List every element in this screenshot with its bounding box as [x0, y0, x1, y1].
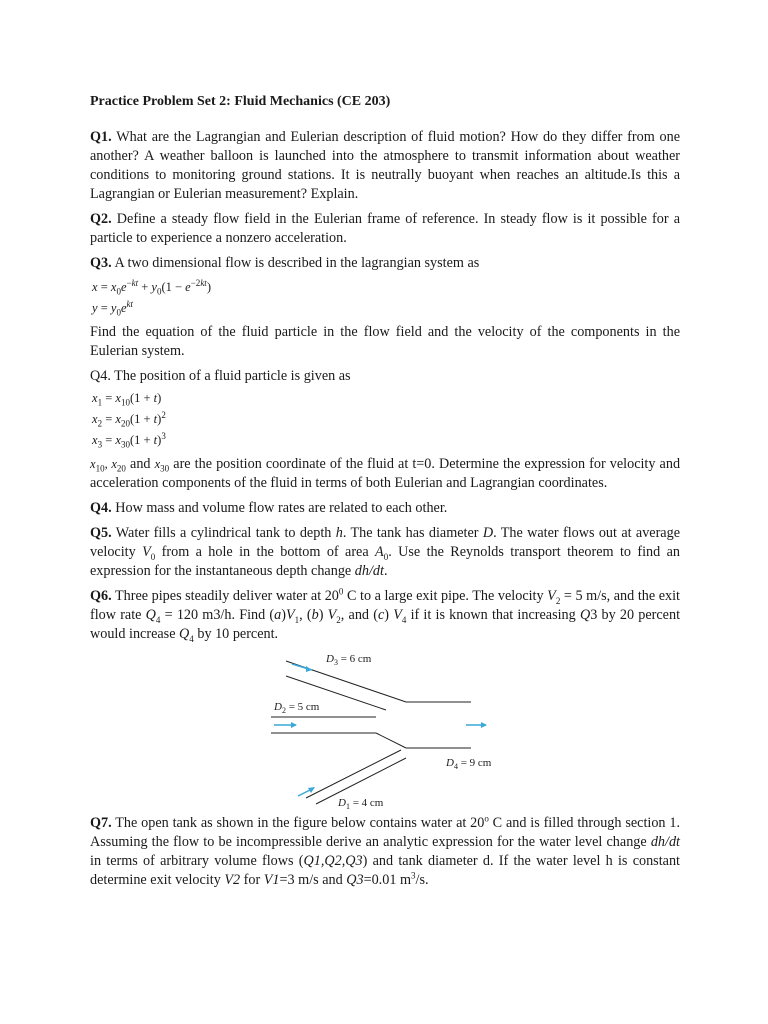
question-4b	[90, 499, 680, 518]
q7-label: Q7.	[90, 815, 112, 831]
q4-equation-x1: $x_1 = x_{10}(1 + t)$	[92, 391, 162, 408]
q4-and: and	[130, 456, 151, 472]
q1-text: What are the Lagrangian and Eulerian description of fluid motion? How do they differ from one another? A weather balloon is launched into the atmosphere to transmit information about weather conditions to monitoring ground stations. It is neutrally buoyant when reaches an altitude.Is this a Lagrangian or Eulerian measurement? Explain.	[90, 129, 680, 202]
label-d4: $D_4 = 9$ cm	[446, 757, 492, 771]
q4-equations	[92, 388, 680, 451]
q4b-label: Q4.	[90, 500, 112, 516]
question-6: Q6. Three pipes steadily deliver water at $20^0$ C to a large exit pipe. The velocity $V_2 = 5$ m/s, and the exit flow rate $Q_4 = 120$ m3/h. Find $(a)V_1$, (b) $V_2$, and (c) $V_4$ if it is known that increasing Q3 by 20 percent would increase $Q_4$ by 10 percent.	[90, 586, 681, 644]
q2-label: Q2.	[90, 211, 112, 227]
q3-text: A two dimensional flow is described in the lagrangian system as	[114, 255, 480, 271]
q2-text: Define a steady flow field in the Eulerian frame of reference. In steady flow is it possible for a particle to experience a nonzero acceleration.	[90, 211, 680, 246]
question-4-position: Q4. The position of a fluid particle is given as	[90, 368, 351, 384]
question-3	[90, 254, 680, 273]
label-d2: $D_2 = 5$ cm	[274, 701, 320, 715]
question-2	[90, 210, 680, 248]
question-1	[90, 128, 680, 204]
q6-label: Q6.	[90, 588, 112, 604]
q4-equation-x3: $x_3 = x_{30}(1 + t)^3$	[92, 430, 166, 450]
q3-equation-y: $y = y_0e^{kt}$	[92, 298, 133, 318]
q4-equation-x2: $x_2 = x_{20}(1 + t)^2$	[92, 409, 166, 429]
q3-followup: Find the equation of the fluid particle in the flow field and the velocity of the components in the Eulerian system.	[90, 324, 680, 359]
q4b-text: How mass and volume flow rates are related to each other.	[115, 500, 448, 516]
label-d3: $D_3 = 6$ cm	[326, 653, 372, 667]
question-7: Q7. The open tank as shown in the figure below contains water at 20$^o$ C and is filled through section 1. Assuming the flow to be incompressible derive an analytic expression for the water level change dh/dt in terms of arbitrary volume flows (Q1,Q2,Q3) and tank diameter d. If the water level h is constant determine exit velocity V2 for V1=3 m/s and Q3=0.01 $m^3/s$.	[90, 813, 680, 888]
junction-lower-wall	[376, 733, 406, 748]
q3-equation-x: $x = x_0e^{-kt} + y_0(1 - e^{-2kt})$	[92, 277, 211, 297]
document-page	[90, 92, 680, 896]
q4-followup-text: are the position coordinate of the fluid at t=0. Determine the expression for velocity and acceleration components of the fluid in terms of both Eulerian and Lagrangian coordinates.	[90, 456, 681, 491]
page-title: Practice Problem Set 2: Fluid Mechanics (CE 203)	[90, 94, 391, 109]
flow-arrows	[274, 664, 487, 796]
pipe-d1-upper-wall	[306, 750, 401, 798]
q1-label: Q1.	[90, 129, 112, 145]
q3-label: Q3.	[90, 255, 112, 271]
q5-label: Q5.	[90, 525, 112, 541]
label-d1: $D_1 = 4$ cm	[338, 797, 384, 810]
q4-followup: $x_{10}$, $x_{20}$ and $x_{30}$ are the position coordinate of the fluid at t=0. Determine the expression for velocity and acceleration components of the fluid in terms of both Eulerian and Lagrangian coordinates.	[90, 456, 681, 491]
pipe-junction-diagram	[266, 650, 516, 810]
q3-equations	[92, 277, 680, 319]
question-5: Q5. Water fills a cylindrical tank to depth h. The tank has diameter D. The water flows out at average velocity $V_0$ from a hole in the bottom of area $A_0$. Use the Reynolds transport theorem to find an expression for the instantaneous depth change dh/dt.	[90, 525, 681, 579]
